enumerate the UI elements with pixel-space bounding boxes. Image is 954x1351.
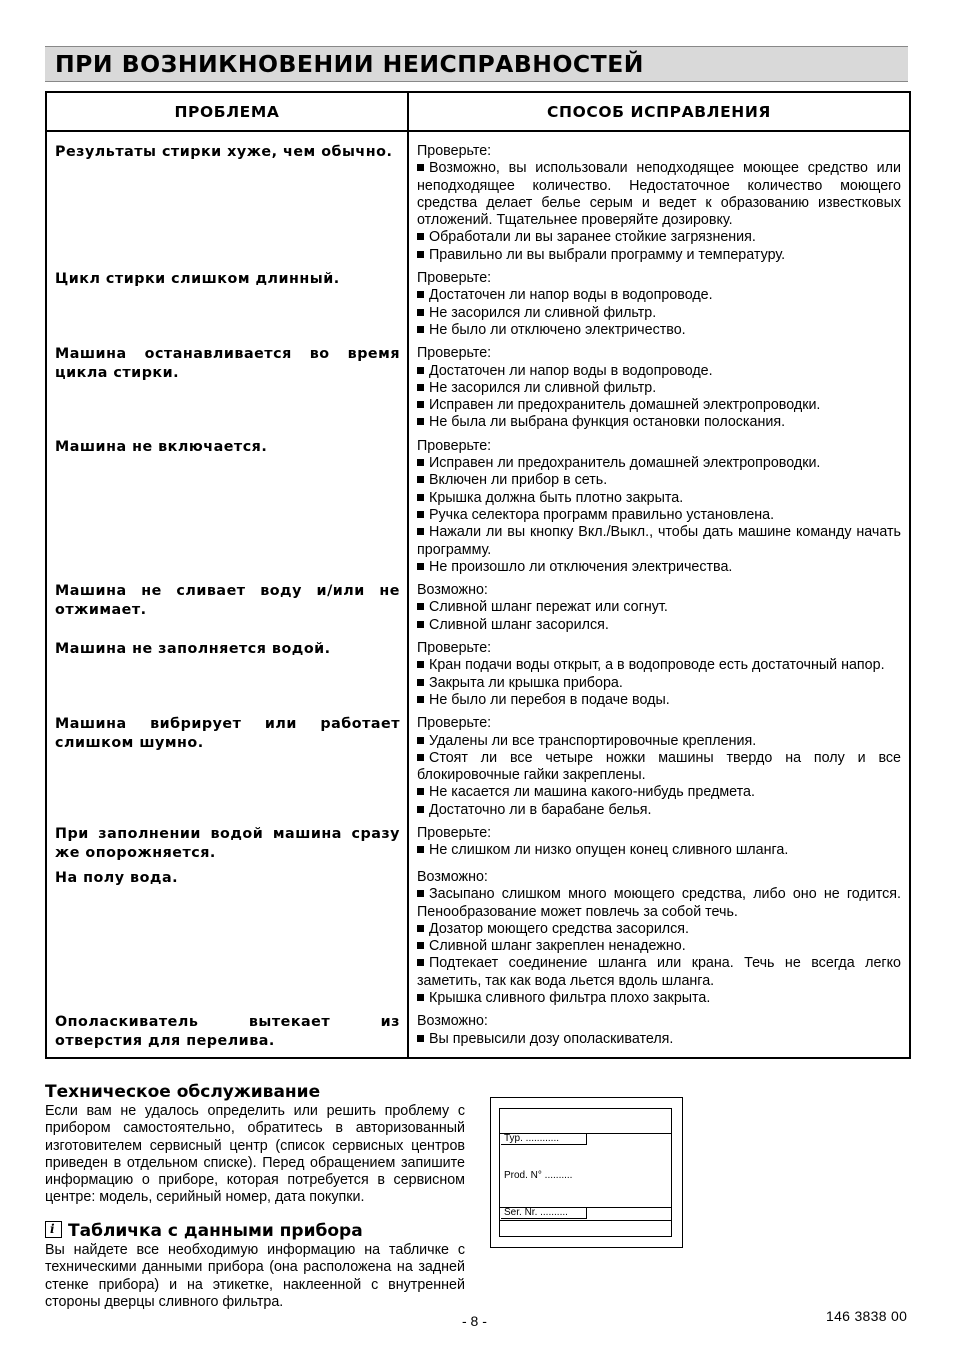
square-bullet-icon — [417, 401, 424, 408]
problem-text: При заполнении водой машина сразу же опорожняется. — [55, 825, 400, 861]
page-number: - 8 - — [462, 1313, 487, 1329]
solution-item — [417, 507, 901, 524]
table-row — [46, 869, 910, 1013]
solution-item-text: Не произошло ли отключения электричества. — [429, 558, 733, 575]
square-bullet-icon — [417, 890, 424, 897]
solution-cell — [408, 715, 910, 825]
solution-item — [417, 802, 901, 819]
square-bullet-icon — [417, 367, 424, 374]
table-row — [46, 715, 910, 825]
plate-divider — [500, 1220, 671, 1221]
problem-cell — [46, 438, 408, 582]
solution-lead: Проверьте: — [417, 640, 492, 657]
solution-column-header: СПОСОБ ИСПРАВЛЕНИЯ — [408, 92, 910, 131]
square-bullet-icon — [417, 309, 424, 316]
solution-block — [409, 270, 909, 339]
solution-item-text: Возможно, вы использовали неподходящее моющее средство или неподходящее количество. Недостаточное количество моющего средства делает белье серым и ведет к образованию известковых отложений. Тщательнее проверяйте дозировку. — [417, 160, 901, 229]
solution-item-text: Сливной шланг засорился. — [429, 616, 609, 633]
solution-block — [409, 143, 909, 264]
solution-item — [417, 1031, 901, 1048]
square-bullet-icon — [417, 696, 424, 703]
solution-item-text: Крышка должна быть плотно закрыта. — [429, 489, 684, 506]
square-bullet-icon — [417, 459, 424, 466]
solution-item — [417, 524, 901, 559]
rating-plate-heading: Табличка с данными прибора — [68, 1221, 363, 1241]
square-bullet-icon — [417, 661, 424, 668]
solution-item — [417, 363, 901, 380]
square-bullet-icon — [417, 418, 424, 425]
rating-plate-frame — [499, 1108, 672, 1237]
square-bullet-icon — [417, 563, 424, 570]
problem-text: Результаты стирки хуже, чем обычно. — [55, 144, 393, 160]
square-bullet-icon — [417, 476, 424, 483]
solution-item-text: Достаточен ли напор воды в водопроводе. — [429, 287, 713, 304]
table-row — [46, 640, 910, 715]
problem-cell — [46, 1013, 408, 1058]
solution-item-text: Обработали ли вы заранее стойкие загрязнения. — [429, 229, 756, 246]
solution-block — [409, 1013, 909, 1048]
solution-item — [417, 287, 901, 304]
square-bullet-icon — [417, 511, 424, 518]
solution-item-text: Не засорился ли сливной фильтр. — [429, 379, 657, 396]
solution-item — [417, 229, 901, 246]
square-bullet-icon — [417, 251, 424, 258]
table-row — [46, 270, 910, 345]
solution-cell — [408, 640, 910, 715]
maintenance-text: Если вам не удалось определить или решить проблему с прибором самостоятельно, обратитесь в авторизованный изготовителем сервисный центр (список сервисных центров приведен в отдельном списке). Перед обращением запишите информацию о приборе, которая потребуется в сервисном центре: модель, серийный номер, дата покупки. — [45, 1103, 465, 1206]
solution-item-text: Подтекает соединение шланга или крана. Течь не всегда легко заметить, так как вода льется вдоль шланга. — [417, 955, 901, 989]
solution-item — [417, 990, 901, 1007]
solution-item-text: Дозатор моющего средства засорился. — [429, 920, 690, 937]
problem-cell — [46, 345, 408, 437]
solution-lead: Возможно: — [417, 582, 488, 599]
solution-block — [409, 715, 909, 819]
square-bullet-icon — [417, 754, 424, 761]
troubleshooting-table — [45, 91, 911, 1059]
solution-block — [409, 438, 909, 576]
solution-cell — [408, 438, 910, 582]
solution-item — [417, 784, 901, 801]
solution-item — [417, 397, 901, 414]
problem-text: Машина останавливается во время цикла стирки. — [55, 346, 400, 382]
info-icon: i — [45, 1221, 62, 1238]
square-bullet-icon — [417, 233, 424, 240]
solution-item-text: Исправен ли предохранитель домашней электропроводки. — [429, 397, 821, 414]
solution-item-text: Не была ли выбрана функция остановки полоскания. — [429, 414, 786, 431]
table-row — [46, 131, 910, 270]
solution-block — [409, 640, 909, 709]
square-bullet-icon — [417, 528, 424, 535]
solution-item — [417, 414, 901, 431]
problem-cell — [46, 825, 408, 869]
square-bullet-icon — [417, 994, 424, 1001]
solution-item-text: Вы превысили дозу ополаскивателя. — [429, 1030, 674, 1047]
solution-item-text: Исправен ли предохранитель домашней электропроводки. — [429, 455, 821, 472]
solution-block — [409, 869, 909, 1007]
square-bullet-icon — [417, 1035, 424, 1042]
solution-item — [417, 160, 901, 229]
solution-lead: Возможно: — [417, 1013, 488, 1030]
table-row — [46, 345, 910, 437]
solution-item — [417, 921, 901, 938]
solution-item — [417, 692, 901, 709]
solution-item — [417, 938, 901, 955]
solution-lead: Проверьте: — [417, 437, 492, 454]
rating-plate-heading-row — [45, 1220, 465, 1242]
solution-cell — [408, 1013, 910, 1058]
table-row — [46, 825, 910, 869]
square-bullet-icon — [417, 737, 424, 744]
solution-item-text: Достаточен ли напор воды в водопроводе. — [429, 362, 713, 379]
solution-lead: Возможно: — [417, 868, 488, 885]
solution-item-text: Включен ли прибор в сеть. — [429, 472, 608, 489]
square-bullet-icon — [417, 788, 424, 795]
solution-lead: Проверьте: — [417, 824, 492, 841]
problem-column-header: ПРОБЛЕМА — [46, 92, 408, 131]
solution-cell — [408, 582, 910, 640]
problem-cell — [46, 715, 408, 825]
table-row — [46, 582, 910, 640]
solution-item — [417, 559, 901, 576]
solution-item-text: Не касается ли машина какого-нибудь предмета. — [429, 784, 755, 801]
table-row — [46, 438, 910, 582]
problem-text: Машина не сливает воду и/или не отжимает. — [55, 583, 400, 619]
square-bullet-icon — [417, 291, 424, 298]
solution-item — [417, 599, 901, 616]
solution-item-text: Удалены ли все транспортировочные крепления. — [429, 732, 757, 749]
solution-item-text: Не было ли отключено электричество. — [429, 321, 686, 338]
solution-item-text: Нажали ли вы кнопку Вкл./Выкл., чтобы дать машине команду начать программу. — [417, 524, 901, 558]
solution-item-text: Правильно ли вы выбрали программу и температуру. — [429, 246, 786, 263]
solution-lead: Проверьте: — [417, 270, 492, 287]
rating-plate-illustration — [490, 1097, 683, 1248]
solution-item-text: Не засорился ли сливной фильтр. — [429, 304, 657, 321]
solution-item — [417, 490, 901, 507]
solution-item-text: Закрыта ли крышка прибора. — [429, 674, 623, 691]
problem-text: Ополаскиватель вытекает из отверстия для перелива. — [55, 1014, 400, 1050]
problem-cell — [46, 270, 408, 345]
problem-cell — [46, 582, 408, 640]
problem-text: Цикл стирки слишком длинный. — [55, 271, 340, 288]
square-bullet-icon — [417, 621, 424, 628]
square-bullet-icon — [417, 846, 424, 853]
solution-lead: Проверьте: — [417, 143, 492, 159]
table-row — [46, 1013, 910, 1058]
problem-cell — [46, 640, 408, 715]
solution-cell — [408, 270, 910, 345]
solution-cell — [408, 869, 910, 1013]
solution-cell — [408, 345, 910, 437]
square-bullet-icon — [417, 806, 424, 813]
solution-item — [417, 617, 901, 634]
solution-item — [417, 657, 901, 674]
solution-item-text: Достаточно ли в барабане белья. — [429, 801, 652, 818]
problem-cell — [46, 869, 408, 1013]
solution-item — [417, 305, 901, 322]
square-bullet-icon — [417, 942, 424, 949]
maintenance-section — [45, 1081, 465, 1207]
square-bullet-icon — [417, 326, 424, 333]
problem-text: На полу вода. — [55, 869, 179, 886]
square-bullet-icon — [417, 959, 424, 966]
solution-item-text: Стоят ли все четыре ножки машины твердо на полу и все блокировочные гайки закреплены. — [417, 749, 901, 784]
square-bullet-icon — [417, 164, 424, 171]
square-bullet-icon — [417, 925, 424, 932]
solution-cell — [408, 825, 910, 869]
solution-item-text: Кран подачи воды открыт, а в водопроводе есть достаточный напор. — [429, 657, 885, 674]
square-bullet-icon — [417, 679, 424, 686]
solution-item — [417, 247, 901, 264]
plate-serial-field: Ser. Nr. .......... — [501, 1207, 587, 1219]
document-code: 146 3838 00 — [826, 1308, 908, 1324]
troubleshooting-table-body — [46, 131, 910, 1058]
solution-item-text: Ручка селектора программ правильно установлена. — [429, 506, 775, 523]
solution-item-text: Засыпано слишком много моющего средства, либо оно не годится. Пенообразование может повлечь за собой течь. — [417, 886, 901, 920]
rating-plate-section — [45, 1220, 465, 1311]
solution-block — [409, 582, 909, 634]
solution-item-text: Не слишком ли низко опущен конец сливного шланга. — [429, 842, 789, 859]
problem-text: Машина не заполняется водой. — [55, 641, 331, 658]
solution-item — [417, 455, 901, 472]
solution-item — [417, 955, 901, 990]
square-bullet-icon — [417, 384, 424, 391]
problem-text: Машина вибрирует или работает слишком шумно. — [55, 716, 400, 752]
problem-text: Машина не включается. — [55, 438, 268, 455]
solution-item — [417, 842, 901, 859]
solution-item-text: Крышка сливного фильтра плохо закрыта. — [429, 990, 711, 1007]
solution-item — [417, 380, 901, 397]
solution-item — [417, 886, 901, 921]
title-bar — [45, 46, 908, 82]
plate-type-field: Typ. ............ — [501, 1133, 587, 1145]
problem-cell — [46, 131, 408, 270]
solution-block — [409, 345, 909, 431]
plate-prod-field: Prod. N° .......... — [504, 1170, 573, 1181]
solution-lead: Проверьте: — [417, 715, 492, 732]
solution-cell — [408, 131, 910, 270]
solution-item-text: Сливной шланг пережат или согнут. — [429, 599, 668, 616]
square-bullet-icon — [417, 494, 424, 501]
solution-item-text: Не было ли перебоя в подаче воды. — [429, 691, 670, 708]
solution-item — [417, 675, 901, 692]
square-bullet-icon — [417, 603, 424, 610]
rating-plate-text: Вы найдете все необходимую информацию на табличке с техническими данными прибора (она расположена на задней стенке прибора) и на этикетке, наклеенной с внутренней стороны дверцы сливного фильтра. — [45, 1242, 465, 1310]
solution-item — [417, 750, 901, 785]
maintenance-heading: Техническое обслуживание — [45, 1082, 321, 1102]
solution-lead: Проверьте: — [417, 345, 492, 362]
page-title: ПРИ ВОЗНИКНОВЕНИИ НЕИСПРАВНОСТЕЙ — [55, 50, 644, 78]
solution-item — [417, 472, 901, 489]
solution-item — [417, 733, 901, 750]
solution-item-text: Сливной шланг закреплен ненадежно. — [429, 938, 686, 955]
solution-block — [409, 825, 909, 860]
solution-item — [417, 322, 901, 339]
